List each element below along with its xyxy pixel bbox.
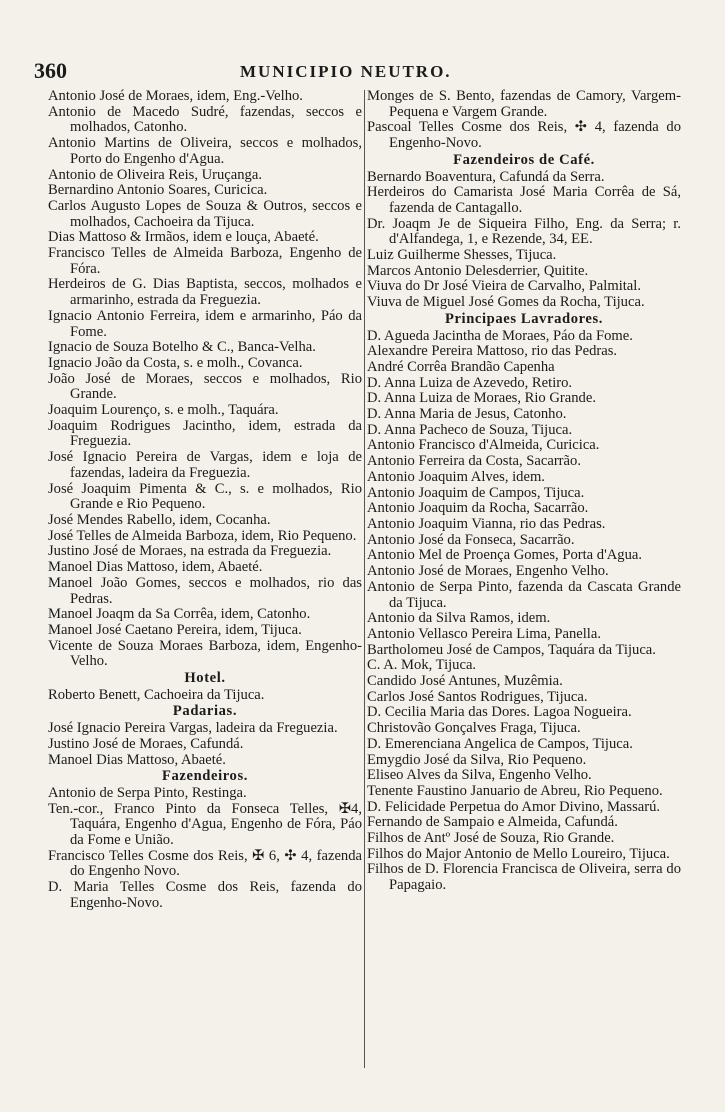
directory-entry: Eliseo Alves da Silva, Engenho Velho. (367, 767, 592, 784)
directory-entry: Manoel José Caetano Pereira, idem, Tijuca. (48, 621, 302, 638)
running-head: MUNICIPIO NEUTRO. (240, 62, 452, 81)
directory-entry: Viuva de Miguel José Gomes da Rocha, Tijuca. (367, 294, 645, 311)
right-column (367, 89, 681, 894)
section-heading: Fazendeiros. (162, 768, 248, 785)
directory-entry: Antonio José da Fonseca, Sacarrão. (367, 531, 575, 548)
directory-entry: Justino José de Moraes, Cafundá. (48, 735, 244, 752)
directory-entry: D. Maria Telles Cosme dos Reis, fazenda do Engenho-Novo. (48, 879, 362, 911)
directory-entry: C. A. Mok, Tijuca. (367, 657, 477, 674)
directory-entry: Francisco Telles de Almeida Barboza, Engenho de Fóra. (48, 245, 362, 277)
directory-entry: Antonio José de Moraes, idem, Eng.-Velho. (48, 88, 303, 104)
directory-entry: Vicente de Souza Moraes Barboza, idem, Engenho-Velho. (48, 637, 362, 670)
directory-entry: D. Cecilia Maria das Dores. Lagoa Nogueira. (367, 704, 632, 721)
directory-entry: Alexandre Pereira Mattoso, rio das Pedras. (367, 343, 618, 360)
directory-entry: Roberto Benett, Cachoeira da Tijuca. (48, 686, 265, 703)
directory-entry: Filhos de D. Florencia Francisca de Oliveira, serra do Papagaio. (367, 861, 681, 894)
directory-entry: D. Anna Luiza de Azevedo, Retiro. (367, 374, 573, 391)
directory-entry: Joaquim Rodrigues Jacintho, idem, estrada da Freguezia. (48, 417, 362, 450)
directory-entry: Bernardino Antonio Soares, Curicica. (48, 182, 268, 199)
directory-entry: Bernardo Boaventura, Cafundá da Serra. (367, 168, 605, 185)
directory-entry: D. Anna Luiza de Moraes, Rio Grande. (367, 390, 596, 407)
directory-entry: José Telles de Almeida Barboza, idem, Rio Pequeno. (48, 527, 357, 544)
directory-entry: Viuva do Dr José Vieira de Carvalho, Palmital. (367, 278, 641, 295)
page-number: 360 (34, 58, 67, 83)
directory-entry: Antonio Francisco d'Almeida, Curicica. (367, 437, 600, 454)
directory-entry: D. Anna Pacheco de Souza, Tijuca. (367, 421, 573, 438)
directory-entry: Manoel Dias Mattoso, idem, Abaeté. (48, 559, 263, 576)
directory-entry: Antonio Martins de Oliveira, seccos e molhados, Porto do Engenho d'Agua. (48, 135, 362, 167)
directory-entry: Manoel Dias Mattoso, Abaeté. (48, 751, 226, 768)
directory-entry: Ignacio de Souza Botelho & C., Banca-Velha. (48, 339, 316, 356)
directory-entry: Ignacio João da Costa, s. e molh., Covanca. (48, 354, 303, 371)
directory-entry: Antonio de Serpa Pinto, fazenda da Cascata Grande da Tijuca. (367, 578, 681, 611)
directory-entry: D. Agueda Jacintha de Moraes, Páo da Fome. (367, 327, 633, 344)
directory-entry: Antonio da Silva Ramos, idem. (367, 610, 551, 627)
section-heading: Principaes Lavradores. (444, 310, 604, 327)
directory-entry: Candido José Antunes, Muzêmia. (367, 673, 563, 690)
directory-entry: Antonio Ferreira da Costa, Sacarrão. (367, 453, 581, 470)
directory-entry: Ignacio Antonio Ferreira, idem e armarinho, Páo da Fome. (48, 307, 362, 340)
directory-entry: Antonio de Oliveira Reis, Uruçanga. (48, 166, 262, 183)
directory-entry: Luiz Guilherme Shesses, Tijuca. (367, 247, 557, 264)
directory-entry: José Ignacio Pereira Vargas, ladeira da Freguezia. (48, 720, 338, 737)
directory-entry: Manoel Joaqm da Sa Corrêa, idem, Catonho. (48, 606, 311, 623)
directory-entry: Justino José de Moraes, na estrada da Freguezia. (48, 543, 332, 560)
directory-entry: Filhos de Antº José de Souza, Rio Grande. (367, 830, 615, 847)
directory-entry: Herdeiros de G. Dias Baptista, seccos, molhados e armarinho, estrada da Freguezia. (48, 276, 362, 309)
directory-entry: D. Emerenciana Angelica de Campos, Tijuca. (367, 735, 633, 752)
directory-entry: Marcos Antonio Delesderrier, Quitite. (367, 262, 589, 279)
directory-entry: André Corrêa Brandão Capenha (367, 358, 555, 375)
directory-entry: Antonio de Serpa Pinto, Restinga. (48, 784, 247, 801)
directory-entry: Monges de S. Bento, fazendas de Camory, Vargem-Pequena e Vargem Grande. (367, 88, 681, 120)
directory-entry: Pascoal Telles Cosme dos Reis, ✣ 4, fazenda do Engenho-Novo. (367, 119, 681, 152)
directory-entry: Ten.-cor., Franco Pinto da Fonseca Telles, ✠4, Taquára, Engenho d'Agua, Engenho de Fóra, Páo da Fome e União. (48, 800, 362, 849)
directory-entry: Carlos José Santos Rodrigues, Tijuca. (367, 688, 588, 705)
directory-entry: Francisco Telles Cosme dos Reis, ✠ 6, ✣ 4, fazenda do Engenho Novo. (48, 847, 362, 880)
directory-entry: Antonio José de Moraes, Engenho Velho. (367, 563, 609, 580)
directory-entry: Dr. Joaqm Je de Siqueira Filho, Eng. da Serra; r. d'Alfandega, 1, e Rezende, 34, EE. (367, 215, 681, 248)
directory-entry: Emygdio José da Silva, Rio Pequeno. (367, 751, 587, 768)
directory-entry: Manoel João Gomes, seccos e molhados, rio das Pedras. (48, 574, 362, 607)
directory-entry: Antonio Joaquim Vianna, rio das Pedras. (367, 515, 606, 532)
directory-entry: Carlos Augusto Lopes de Souza & Outros, seccos e molhados, Cachoeira da Tijuca. (48, 197, 362, 230)
section-heading: Padarias. (172, 703, 238, 720)
directory-entry: Antonio Joaquim de Campos, Tijuca. (367, 484, 585, 501)
directory-entry: Christovão Gonçalves Fraga, Tijuca. (367, 720, 581, 737)
directory-entry: Dias Mattoso & Irmãos, idem e louça, Abaeté. (48, 229, 319, 246)
directory-entry: João José de Moraes, seccos e molhados, Rio Grande. (48, 370, 362, 403)
column-divider (364, 90, 365, 1068)
directory-entry: José Mendes Rabello, idem, Cocanha. (48, 511, 271, 528)
directory-entry: Filhos do Major Antonio de Mello Loureiro, Tijuca. (367, 845, 670, 862)
directory-entry: Bartholomeu José de Campos, Taquára da Tijuca. (367, 641, 656, 658)
left-column (48, 89, 362, 912)
directory-entry: Joaquim Lourenço, s. e molh., Taquára. (48, 402, 279, 419)
directory-entry: Antonio Joaquim da Rocha, Sacarrão. (367, 500, 589, 517)
directory-entry: José Joaquim Pimenta & C., s. e molhados, Rio Grande e Rio Pequeno. (48, 480, 362, 513)
directory-entry: Antonio Mel de Proença Gomes, Porta d'Agua. (367, 547, 642, 564)
directory-entry: José Ignacio Pereira de Vargas, idem e loja de fazendas, ladeira da Freguezia. (48, 449, 362, 481)
directory-entry: Tenente Faustino Januario de Abreu, Rio Pequeno. (367, 782, 663, 799)
directory-entry: Antonio Vellasco Pereira Lima, Panella. (367, 625, 601, 642)
directory-entry: Fernando de Sampaio e Almeida, Cafundá. (367, 814, 618, 831)
section-heading: Hotel. (184, 670, 226, 687)
directory-entry: Antonio Joaquim Alves, idem. (367, 468, 545, 485)
directory-entry: Herdeiros do Camarista José Maria Corrêa de Sá, fazenda de Cantagallo. (367, 184, 681, 216)
directory-entry: D. Felicidade Perpetua do Amor Divino, Massarú. (367, 798, 661, 815)
section-heading: Fazendeiros de Café. (453, 151, 595, 168)
directory-entry: D. Anna Maria de Jesus, Catonho. (367, 406, 567, 423)
directory-entry: Antonio de Macedo Sudré, fazendas, seccos e molhados, Catonho. (48, 103, 362, 136)
